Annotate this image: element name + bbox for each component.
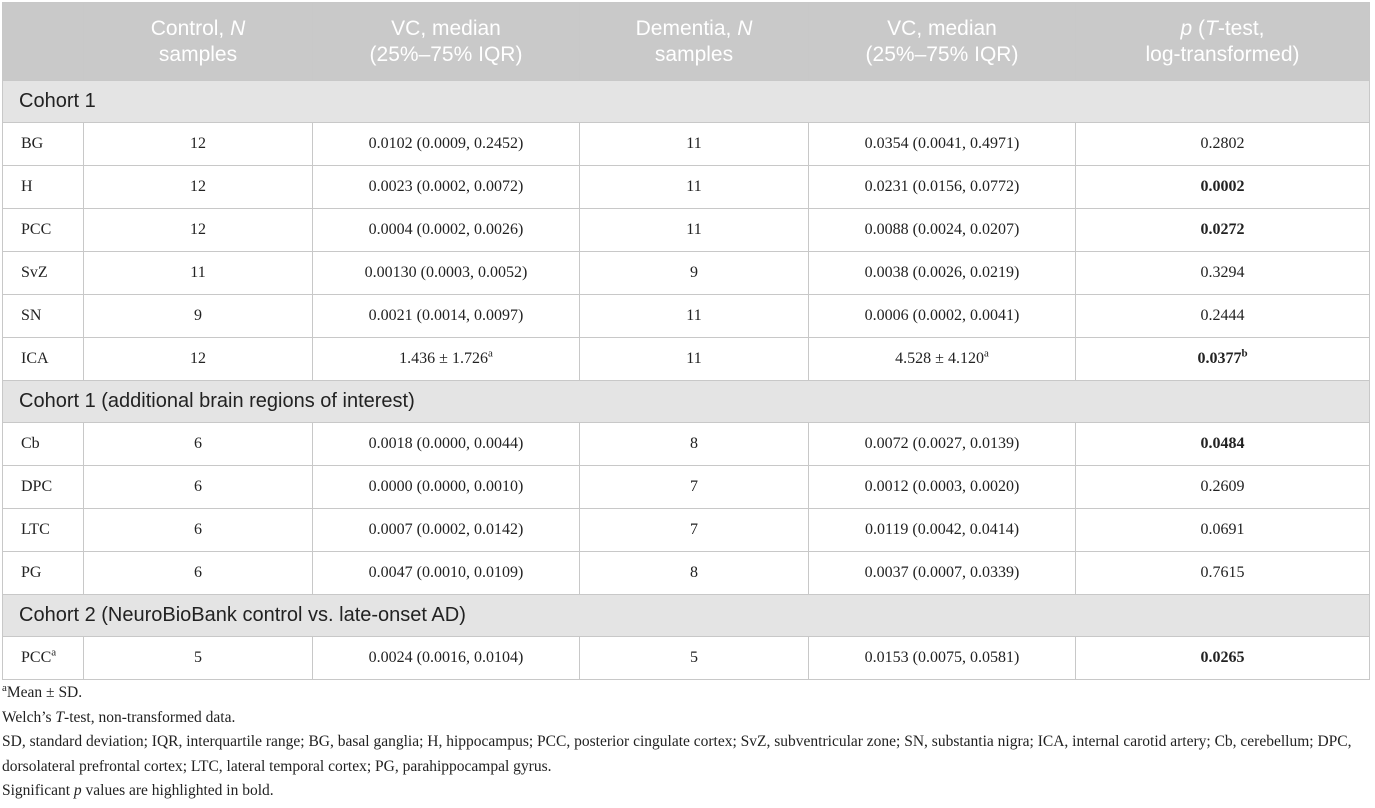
- cell-p-value: [1076, 338, 1370, 381]
- section-title: Cohort 1 (additional brain regions of interest): [3, 381, 1370, 423]
- cell-dementia-vc: [809, 509, 1076, 552]
- region-label: H: [21, 178, 33, 195]
- dementia-vc-value: 0.0037 (0.0007, 0.0339): [864, 564, 1020, 581]
- cell-dementia-n: 11: [580, 295, 809, 338]
- p-value: 0.0272: [1200, 221, 1245, 238]
- cell-region: [3, 509, 84, 552]
- cell-dementia-vc: [809, 166, 1076, 209]
- section-header-row: [3, 381, 1370, 423]
- dementia-vc-value: 0.0038 (0.0026, 0.0219): [864, 264, 1020, 281]
- cell-region: [3, 466, 84, 509]
- cell-dementia-vc: [809, 552, 1076, 595]
- control-vc-footnote-mark: a: [487, 347, 493, 360]
- cell-dementia-n: 9: [580, 252, 809, 295]
- section-header-row: [3, 595, 1370, 637]
- table-row: [3, 466, 1370, 509]
- p-value: 0.0691: [1200, 521, 1245, 538]
- cell-region: [3, 338, 84, 381]
- dementia-vc-value: 0.0354 (0.0041, 0.4971): [864, 135, 1020, 152]
- control-vc-value: 1.436 ± 1.726: [399, 350, 488, 367]
- region-label: LTC: [21, 521, 50, 538]
- section-title: Cohort 1: [3, 81, 1370, 123]
- table-row: [3, 166, 1370, 209]
- cell-region: [3, 252, 84, 295]
- table-row: [3, 423, 1370, 466]
- control-vc-value: 0.0024 (0.0016, 0.0104): [368, 649, 524, 666]
- cell-control-n: 6: [84, 466, 313, 509]
- header-control-vc: VC, median (25%–75% IQR): [313, 3, 580, 81]
- control-vc-value: 0.00130 (0.0003, 0.0052): [364, 264, 528, 281]
- cell-dementia-vc: [809, 423, 1076, 466]
- table-row: [3, 552, 1370, 595]
- cell-control-vc: [313, 166, 580, 209]
- cell-control-n: 5: [84, 637, 313, 680]
- region-label: DPC: [21, 478, 53, 495]
- p-value: 0.2802: [1200, 135, 1245, 152]
- control-vc-value: 0.0004 (0.0002, 0.0026): [368, 221, 524, 238]
- results-table: [2, 2, 1370, 680]
- cell-dementia-n: 11: [580, 338, 809, 381]
- region-label: PG: [21, 564, 42, 581]
- cell-dementia-n: 8: [580, 423, 809, 466]
- footnote-a: $^a$Mean ± SD.: [2, 681, 83, 701]
- header-control-n: Control, N samples: [84, 3, 313, 81]
- table-header: [3, 3, 1370, 81]
- cell-p-value: [1076, 637, 1370, 680]
- p-value: 0.0377: [1197, 350, 1242, 367]
- cell-control-vc: [313, 423, 580, 466]
- cell-p-value: [1076, 166, 1370, 209]
- cell-control-vc: [313, 637, 580, 680]
- p-value: 0.2609: [1200, 478, 1245, 495]
- cell-control-vc: [313, 252, 580, 295]
- table-row: [3, 252, 1370, 295]
- cell-p-value: [1076, 123, 1370, 166]
- cell-p-value: [1076, 295, 1370, 338]
- table-row: [3, 123, 1370, 166]
- p-value: 0.7615: [1200, 564, 1245, 581]
- footnote-abbreviations: SD, standard deviation; IQR, interquartile range; BG, basal ganglia; H, hippocampus; PCC, posterior cingulate cortex; SvZ, subventricular zone; SN, substantia nigra; ICA, internal carotid artery; Cb, cerebellum; DPC, dorsolateral prefrontal cortex; LTC, lateral temporal cortex; PG, parahippocampal gyrus.: [2, 733, 1352, 775]
- cell-p-value: [1076, 423, 1370, 466]
- cell-control-n: 12: [84, 166, 313, 209]
- header-region: [3, 3, 84, 81]
- region-label: SN: [21, 307, 42, 324]
- p-value: 0.3294: [1200, 264, 1245, 281]
- p-value: 0.0265: [1200, 649, 1245, 666]
- cell-region: [3, 637, 84, 680]
- cell-control-n: 12: [84, 123, 313, 166]
- control-vc-value: 0.0018 (0.0000, 0.0044): [368, 435, 524, 452]
- results-table-container: [2, 2, 1369, 680]
- table-row: [3, 637, 1370, 680]
- cell-p-value: [1076, 209, 1370, 252]
- cell-control-n: 12: [84, 209, 313, 252]
- control-vc-value: 0.0023 (0.0002, 0.0072): [368, 178, 524, 195]
- dementia-vc-value: 0.0153 (0.0075, 0.0581): [864, 649, 1020, 666]
- p-value: 0.2444: [1200, 307, 1245, 324]
- dementia-vc-value: 4.528 ± 4.120: [895, 350, 984, 367]
- section-header-row: [3, 81, 1370, 123]
- dementia-vc-footnote-mark: a: [983, 347, 989, 360]
- region-label: ICA: [21, 350, 49, 367]
- cell-dementia-vc: [809, 637, 1076, 680]
- cell-dementia-n: 11: [580, 123, 809, 166]
- footnotes: [2, 681, 1372, 804]
- table-body: [3, 81, 1370, 680]
- cell-region: [3, 295, 84, 338]
- cell-dementia-vc: [809, 252, 1076, 295]
- cell-region: [3, 166, 84, 209]
- header-p-value: p (T-test, log-transformed): [1076, 3, 1370, 81]
- p-value: 0.0002: [1200, 178, 1245, 195]
- cell-dementia-n: 7: [580, 509, 809, 552]
- control-vc-value: 0.0021 (0.0014, 0.0097): [368, 307, 524, 324]
- cell-control-vc: [313, 338, 580, 381]
- cell-region: [3, 423, 84, 466]
- table-row: [3, 509, 1370, 552]
- cell-region: [3, 209, 84, 252]
- cell-dementia-n: 7: [580, 466, 809, 509]
- region-footnote-mark: a: [51, 646, 57, 659]
- cell-dementia-n: 11: [580, 166, 809, 209]
- dementia-vc-value: 0.0119 (0.0042, 0.0414): [864, 521, 1020, 538]
- control-vc-value: 0.0102 (0.0009, 0.2452): [368, 135, 524, 152]
- section-title: Cohort 2 (NeuroBioBank control vs. late-onset AD): [3, 595, 1370, 637]
- control-vc-value: 0.0007 (0.0002, 0.0142): [368, 521, 524, 538]
- cell-p-value: [1076, 252, 1370, 295]
- cell-dementia-vc: [809, 466, 1076, 509]
- table-row: [3, 338, 1370, 381]
- cell-dementia-vc: [809, 209, 1076, 252]
- cell-dementia-vc: [809, 123, 1076, 166]
- cell-control-vc: [313, 209, 580, 252]
- region-label: PCC: [21, 221, 52, 238]
- cell-control-n: 11: [84, 252, 313, 295]
- cell-control-n: 6: [84, 509, 313, 552]
- cell-dementia-n: 11: [580, 209, 809, 252]
- cell-region: [3, 123, 84, 166]
- cell-dementia-vc: [809, 295, 1076, 338]
- cell-dementia-n: 8: [580, 552, 809, 595]
- dementia-vc-value: 0.0088 (0.0024, 0.0207): [864, 221, 1020, 238]
- region-label: SvZ: [21, 264, 48, 281]
- dementia-vc-value: 0.0006 (0.0002, 0.0041): [864, 307, 1020, 324]
- cell-control-vc: [313, 552, 580, 595]
- footnote-bold: Significant p values are highlighted in bold.: [2, 782, 274, 799]
- cell-dementia-n: 5: [580, 637, 809, 680]
- cell-control-vc: [313, 295, 580, 338]
- dementia-vc-value: 0.0072 (0.0027, 0.0139): [864, 435, 1020, 452]
- p-value: 0.0484: [1200, 435, 1245, 452]
- cell-dementia-vc: [809, 338, 1076, 381]
- table-row: [3, 295, 1370, 338]
- header-dementia-vc: VC, median (25%–75% IQR): [809, 3, 1076, 81]
- cell-p-value: [1076, 466, 1370, 509]
- cell-control-n: 9: [84, 295, 313, 338]
- cell-control-vc: [313, 123, 580, 166]
- cell-control-n: 6: [84, 552, 313, 595]
- cell-region: [3, 552, 84, 595]
- control-vc-value: 0.0000 (0.0000, 0.0010): [368, 478, 524, 495]
- cell-p-value: [1076, 509, 1370, 552]
- cell-control-vc: [313, 466, 580, 509]
- cell-control-n: 12: [84, 338, 313, 381]
- cell-p-value: [1076, 552, 1370, 595]
- region-label: PCC: [21, 649, 52, 666]
- control-vc-value: 0.0047 (0.0010, 0.0109): [368, 564, 524, 581]
- region-label: BG: [21, 135, 44, 152]
- table-row: [3, 209, 1370, 252]
- cell-control-vc: [313, 509, 580, 552]
- cell-control-n: 6: [84, 423, 313, 466]
- header-dementia-n: Dementia, N samples: [580, 3, 809, 81]
- dementia-vc-value: 0.0012 (0.0003, 0.0020): [864, 478, 1020, 495]
- footnote-b: Welch’s T-test, non-transformed data.: [2, 708, 236, 726]
- dementia-vc-value: 0.0231 (0.0156, 0.0772): [864, 178, 1020, 195]
- region-label: Cb: [21, 435, 40, 452]
- p-footnote-mark: b: [1241, 347, 1248, 360]
